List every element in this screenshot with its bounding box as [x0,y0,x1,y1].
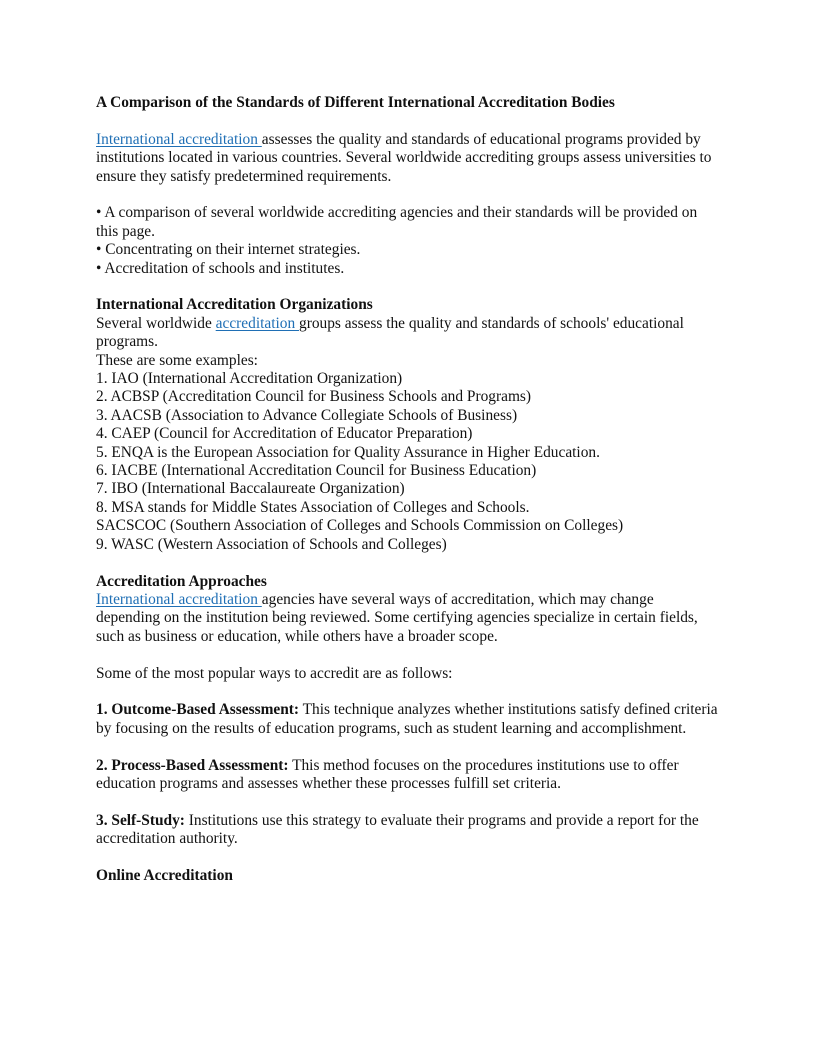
organization-list-item: 7. IBO (International Baccalaureate Organization) [96,480,405,498]
organization-list-item: 5. ENQA is the European Association for Quality Assurance in Higher Education. [96,443,600,461]
approaches-intro [96,591,720,646]
organization-list-item: 6. IACBE (International Accreditation Council for Business Education) [96,462,537,480]
bullet-item: • Concentrating on their internet strategies. [96,241,361,259]
approach-text: Institutions use this strategy to evaluate their programs and provide a report for the accreditation authority. [96,811,699,848]
document-title: A Comparison of the Standards of Different International Accreditation Bodies [96,94,615,111]
document-page [96,94,720,885]
popular-ways-text: Some of the most popular ways to accredit are as follows: [96,664,453,682]
accreditation-link[interactable]: accreditation [215,314,299,332]
approach-label: 2. Process-Based Assessment: [96,756,289,774]
organization-list-item: SACSCOC (Southern Association of Colleges and Schools Commission on Colleges) [96,517,624,535]
international-accreditation-link-2[interactable]: International accreditation [96,590,262,608]
approach-item [96,701,720,738]
approaches-heading: Accreditation Approaches [96,572,267,590]
approach-item [96,812,720,849]
organization-list-item: 3. AACSB (Association to Advance Collegiate Schools of Business) [96,406,518,424]
bullet-item: • A comparison of several worldwide accrediting agencies and their standards will be provided on this page. [96,204,698,240]
approach-text: This method focuses on the procedures institutions use to offer education programs and assesses whether these processes fulfill set criteria. [96,756,679,792]
organization-list-item: 4. CAEP (Council for Accreditation of Educator Preparation) [96,425,473,443]
intro-paragraph [96,131,720,186]
organization-list-item: 8. MSA stands for Middle States Association of Colleges and Schools. [96,498,530,516]
organization-list-item: 1. IAO (International Accreditation Organization) [96,370,403,388]
online-accreditation-heading: Online Accreditation [96,866,233,884]
approach-label: 1. Outcome-Based Assessment: [96,701,300,719]
approach-text: This technique analyzes whether institutions satisfy defined criteria by focusing on the results of education programs, such as student learning and accomplishment. [96,701,718,737]
intro-text: assesses the quality and standards of educational programs provided by institutions located in various countries. Several worldwide accrediting groups assess universities to ensure they satisfy predetermined requirements. [96,130,712,185]
organization-list-item: 2. ACBSP (Accreditation Council for Business Schools and Programs) [96,388,532,406]
organization-list-item: 9. WASC (Western Association of Schools and Colleges) [96,535,447,553]
approach-item [96,757,720,794]
bullet-item: • Accreditation of schools and institutes. [96,259,345,277]
approaches-intro-text: agencies have several ways of accreditation, which may change depending on the institution being reviewed. Some certifying agencies specialize in certain fields, such as business or education, while others have a broader scope. [96,590,698,645]
approach-label: 3. Self-Study: [96,811,185,829]
examples-label: These are some examples: [96,351,258,369]
organizations-intro-before: Several worldwide [96,314,216,332]
organizations-intro-after: groups assess the quality and standards of schools' educational programs. [96,314,684,351]
organizations-intro [96,315,720,352]
organizations-heading: International Accreditation Organizations [96,296,373,314]
international-accreditation-link[interactable]: International accreditation [96,130,262,148]
